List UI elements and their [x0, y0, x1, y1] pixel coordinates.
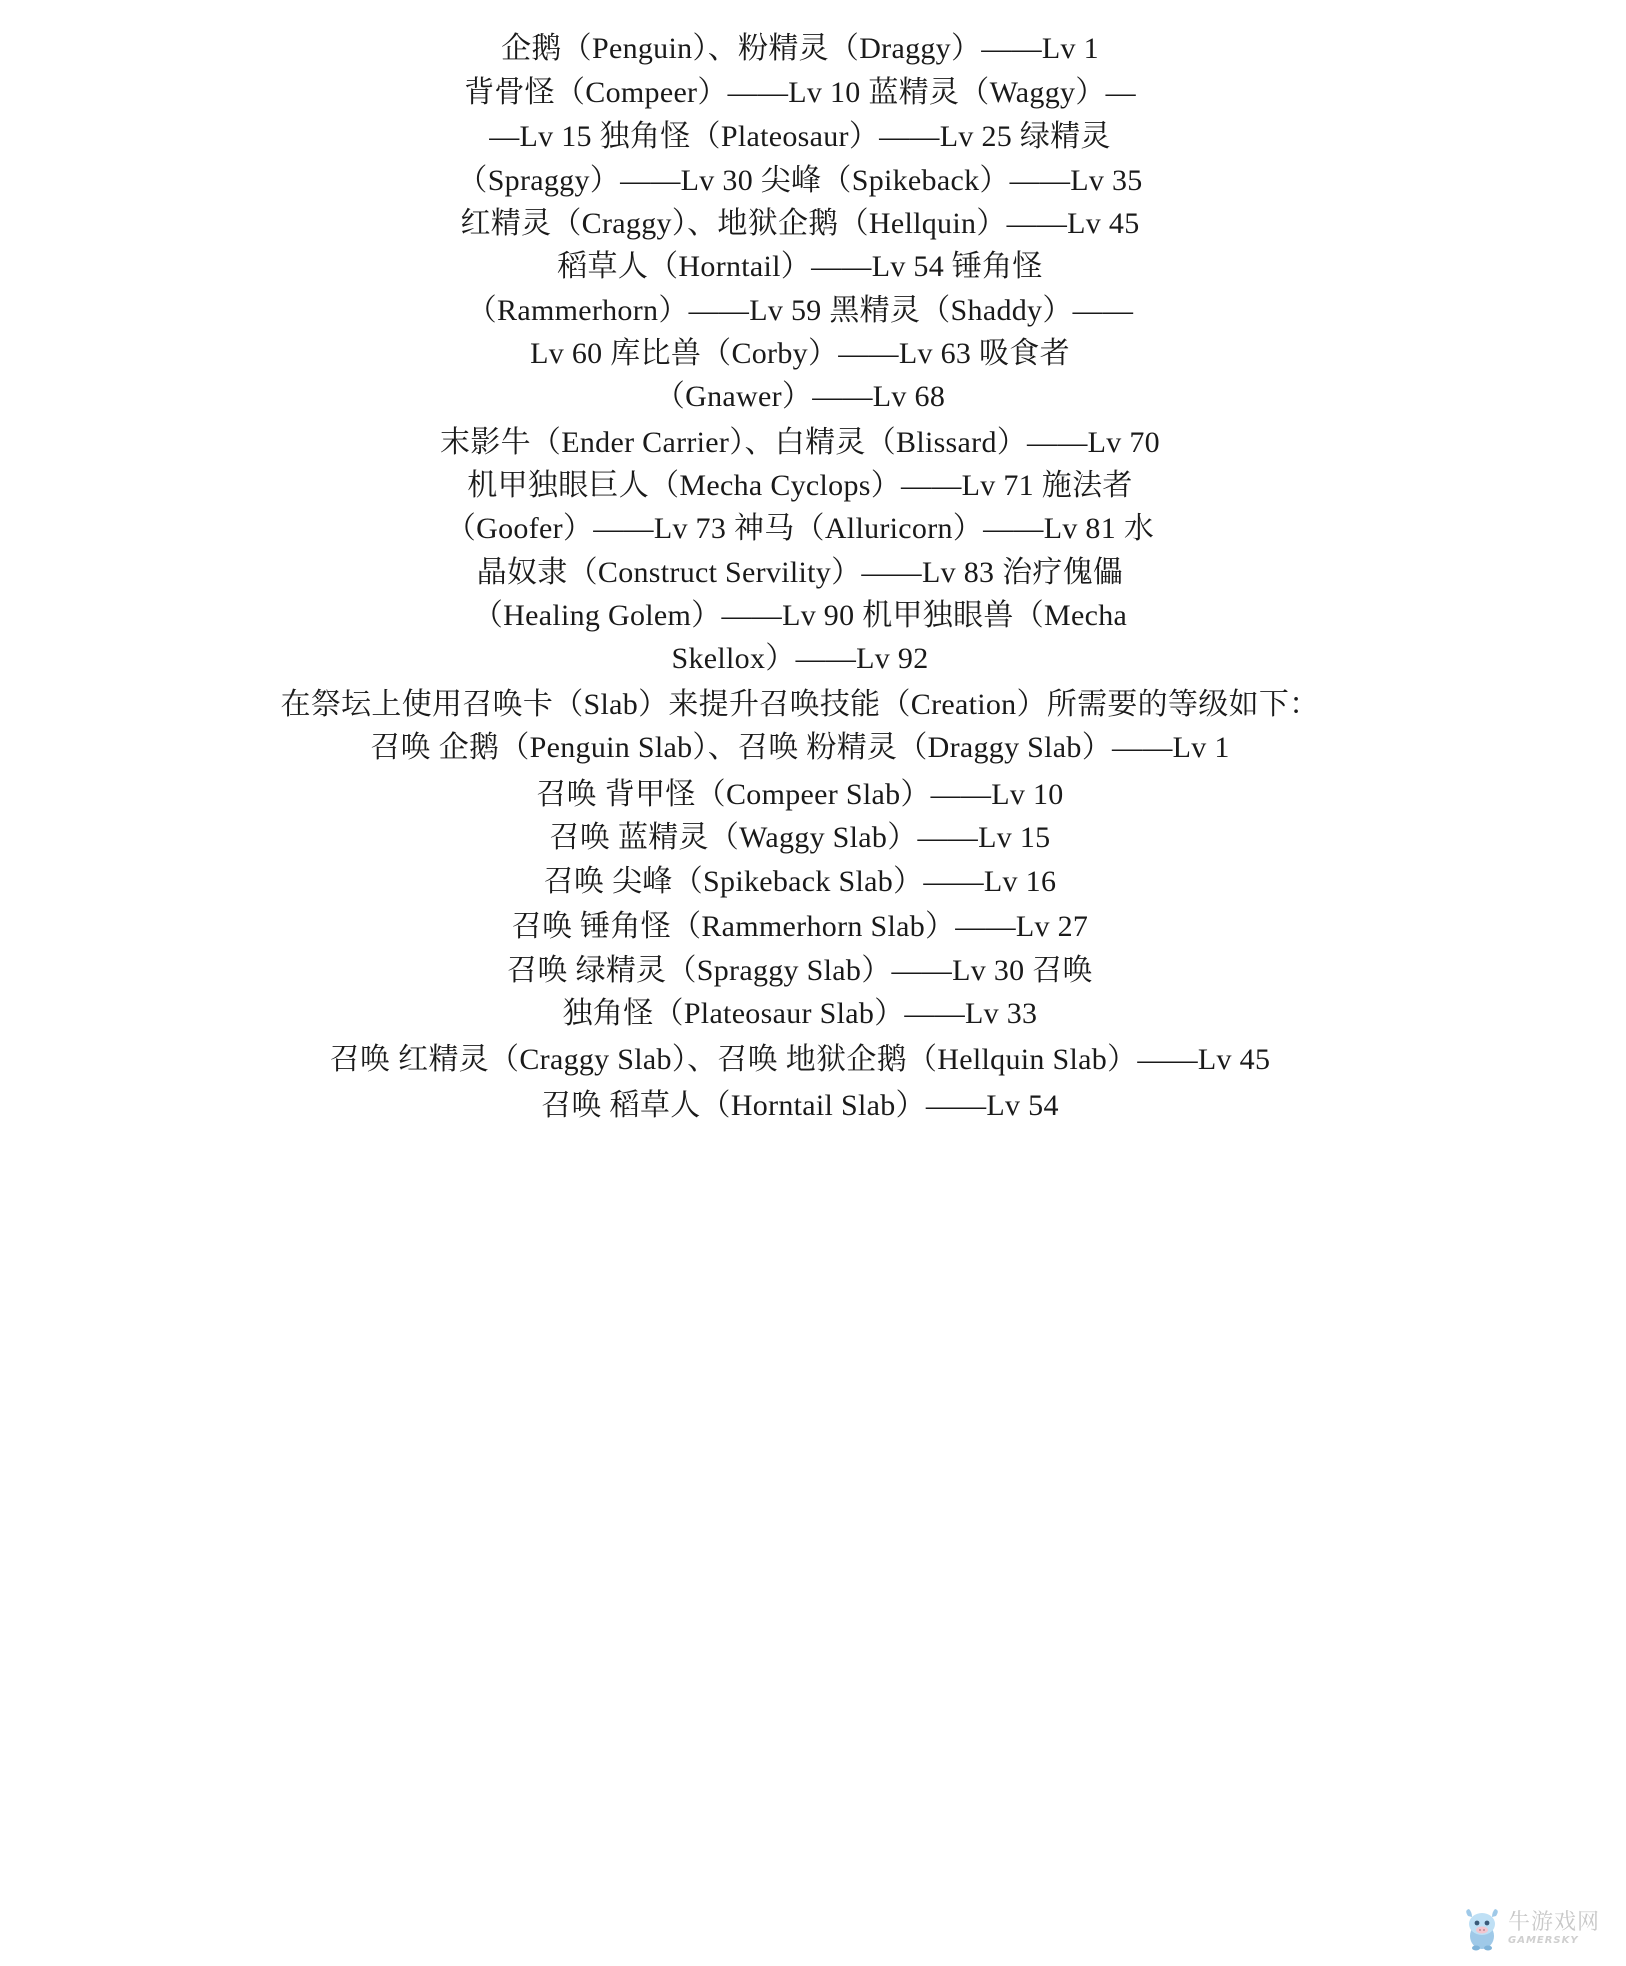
- text-line: 背骨怪（Compeer）——Lv 10 蓝精灵（Waggy）—: [464, 76, 1136, 109]
- text-line: 召唤 企鹅（Penguin Slab）、召唤 粉精灵（Draggy Slab）——Lv 1: [370, 731, 1230, 764]
- text-line: （Spraggy）——Lv 30 尖峰（Spikeback）——Lv 35: [457, 164, 1143, 197]
- watermark-site-en: GAMERSKY: [1508, 1935, 1579, 1946]
- text-line: 召唤 尖峰（Spikeback Slab）——Lv 16: [543, 865, 1057, 898]
- text-line: 稻草人（Horntail）——Lv 54 锤角怪: [557, 250, 1043, 283]
- text-line: 召唤 锤角怪（Rammerhorn Slab）——Lv 27: [511, 910, 1089, 943]
- text-line: 机甲独眼巨人（Mecha Cyclops）——Lv 71 施法者: [467, 469, 1133, 502]
- text-line: 召唤 蓝精灵（Waggy Slab）——Lv 15: [549, 821, 1051, 854]
- text-line: 末影牛（Ender Carrier）、白精灵（Blissard）——Lv 70: [440, 426, 1160, 459]
- text-line: 召唤 绿精灵（Spraggy Slab）——Lv 30 召唤: [507, 954, 1093, 987]
- text-line: 红精灵（Craggy）、地狱企鹅（Hellquin）——Lv 45: [460, 207, 1140, 240]
- text-line: Skellox）——Lv 92: [671, 642, 929, 675]
- text-line: Lv 60 库比兽（Corby）——Lv 63 吸食者: [530, 337, 1070, 370]
- text-line: （Healing Golem）——Lv 90 机甲独眼兽（Mecha: [472, 599, 1128, 632]
- text-line: （Goofer）——Lv 73 神马（Alluricorn）——Lv 81 水: [445, 512, 1155, 545]
- text-line: （Gnawer）——Lv 68: [654, 380, 946, 413]
- text-line: 召唤 红精灵（Craggy Slab）、召唤 地狱企鹅（Hellquin Slab）——Lv 45: [329, 1043, 1271, 1076]
- text-line: 晶奴隶（Construct Servility）——Lv 83 治疗傀儡: [476, 556, 1124, 589]
- watermark-site-name: 牛游戏网: [1508, 1910, 1601, 1935]
- cow-mascot-icon: [1462, 1906, 1502, 1952]
- section-heading: 在祭坛上使用召唤卡（Slab）来提升召唤技能（Creation）所需要的等级如下：: [280, 688, 1320, 721]
- site-watermark: [1462, 1900, 1612, 1958]
- text-line: 企鹅（Penguin）、粉精灵（Draggy）——Lv 1: [501, 32, 1099, 65]
- text-line: （Rammerhorn）——Lv 59 黑精灵（Shaddy）——: [466, 294, 1134, 327]
- text-line: 召唤 背甲怪（Compeer Slab）——Lv 10: [536, 778, 1064, 811]
- text-line: 召唤 稻草人（Horntail Slab）——Lv 54: [541, 1089, 1059, 1122]
- text-line: —Lv 15 独角怪（Plateosaur）——Lv 25 绿精灵: [489, 120, 1111, 153]
- text-line: 独角怪（Plateosaur Slab）——Lv 33: [562, 997, 1038, 1030]
